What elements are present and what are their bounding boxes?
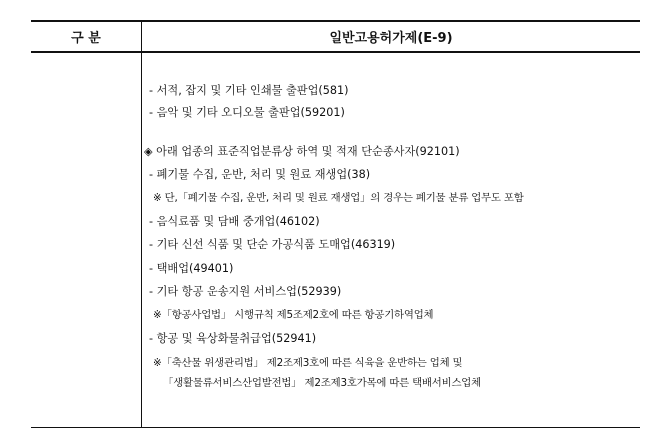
list-item: - 음악 및 기타 오디오물 출판업(59201) <box>149 106 345 119</box>
header-permit-type: 일반고용허가제(E-9) <box>329 30 453 46</box>
list-item: - 폐기물 수집, 운반, 처리 및 원료 재생업(38) <box>149 168 371 181</box>
table-bottom-border <box>31 427 640 428</box>
header-bottom-border <box>31 51 640 53</box>
list-item: - 항공 및 육상화물취급업(52941) <box>149 332 317 345</box>
industry-table <box>31 20 640 428</box>
list-item: - 기타 항공 운송지원 서비스업(52939) <box>149 285 342 298</box>
list-item: - 서적, 잡지 및 기타 인쇄물 출판업(581) <box>149 84 349 97</box>
table-top-border <box>31 20 640 22</box>
list-note: 「생활물류서비스산업발전법」 제2조제3호가목에 따른 택배서비스업체 <box>163 377 481 389</box>
column-divider <box>141 20 142 428</box>
list-item: - 택배업(49401) <box>149 262 234 275</box>
list-note: ※「축산물 위생관리법」 제2조제3호에 따른 식육을 운반하는 업체 및 <box>153 357 463 369</box>
list-note: ※「항공사업법」 시행규칙 제5조제2호에 따른 항공기하역업체 <box>153 309 434 321</box>
list-item: - 기타 신선 식품 및 단순 가공식품 도매업(46319) <box>149 238 396 251</box>
list-item: - 음식료품 및 담배 중개업(46102) <box>149 215 320 228</box>
header-category: 구 분 <box>71 30 101 46</box>
list-item: ◈ 아래 업종의 표준직업분류상 하역 및 적재 단순종사자(92101) <box>144 145 460 158</box>
list-note: ※ 단,「폐기물 수집, 운반, 처리 및 원료 재생업」의 경우는 폐기물 분류 업무도 포함 <box>153 192 524 204</box>
